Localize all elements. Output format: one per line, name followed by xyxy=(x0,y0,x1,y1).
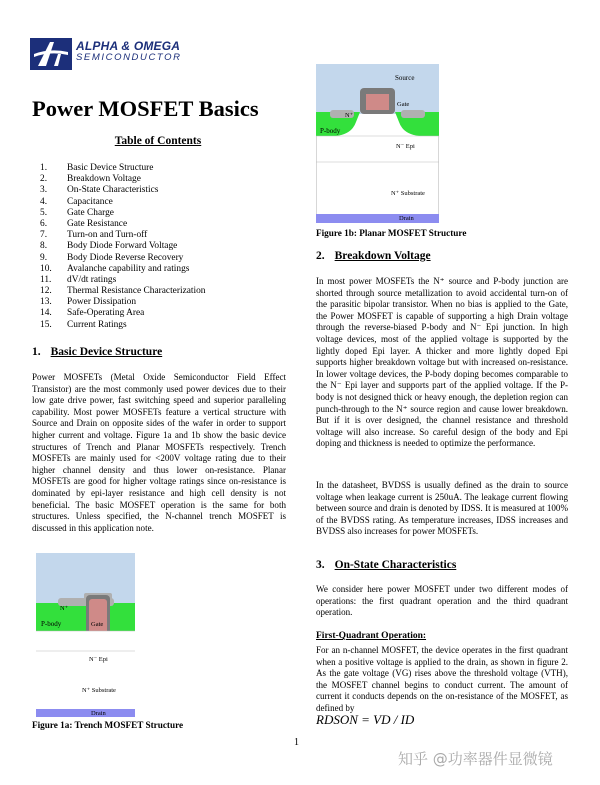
fig1b-label-drain: Drain xyxy=(399,215,414,222)
toc-item-label: dV/dt ratings xyxy=(67,274,117,285)
toc-item xyxy=(40,197,290,208)
section-3-title: On-State Characteristics xyxy=(334,559,457,571)
page-number: 1 xyxy=(294,737,299,748)
toc-item-label: Gate Charge xyxy=(67,207,114,218)
toc-item xyxy=(40,286,290,297)
figure-1a-caption: Figure 1a: Trench MOSFET Structure xyxy=(32,720,184,730)
section-3-subheading: First-Quadrant Operation: xyxy=(316,631,427,641)
toc-item xyxy=(40,185,290,196)
toc-item-number: 9. xyxy=(40,252,48,263)
section-1-number: 1. xyxy=(32,346,41,358)
section-2-number: 2. xyxy=(316,250,325,262)
toc-item-label: Thermal Resistance Characterization xyxy=(67,286,206,297)
rdson-formula-text: RDSON = VD / ID xyxy=(316,712,415,727)
toc-item xyxy=(40,297,290,308)
fig1a-label-epi: N⁻ Epi xyxy=(89,656,108,663)
fig1a-label-nplus: N⁺ xyxy=(60,605,69,612)
toc-item xyxy=(40,163,290,174)
toc-item xyxy=(40,275,290,286)
toc-item-label: Power Dissipation xyxy=(67,297,137,308)
watermark: 知乎 @功率器件显微镜 xyxy=(398,750,553,768)
toc-heading: Table of Contents xyxy=(114,135,202,147)
fig1b-label-nplus: N⁺ xyxy=(345,112,354,119)
toc-item-label: Turn-on and Turn-off xyxy=(67,230,148,241)
fig1b-label-pbody: P-body xyxy=(320,127,341,135)
fig1b-label-gate: Gate xyxy=(397,101,410,108)
figure-1a xyxy=(36,553,135,717)
toc-item-number: 10. xyxy=(40,263,52,274)
toc-item-label: Capacitance xyxy=(67,196,113,207)
toc-item-number: 1. xyxy=(40,163,48,173)
fig1a-label-gate: Gate xyxy=(91,621,104,628)
toc-item xyxy=(40,174,290,185)
toc-item xyxy=(40,241,290,252)
toc-item xyxy=(40,219,290,230)
toc-list xyxy=(40,163,290,331)
toc-item-number: 7. xyxy=(40,230,48,241)
fig1a-label-drain: Drain xyxy=(91,710,106,717)
toc-item xyxy=(40,208,290,219)
section-3-paragraph-1: We consider here power MOSFET under two different modes of operations: the first quadrant operation and the third quadrant operation. xyxy=(316,584,568,618)
section-2-paragraph-1: In most power MOSFETs the N⁺ source and P-body junction are shorted through source metallization to avoid accidental turn-on of the parasitic bipolar transistor. When no bias is applied to the Gate, the Power MOSFET is capable of supporting a high Drain voltage through the reverse-biased P-body and N⁻ Epi junction. In high voltage devices, most of the applied voltage is supported by the lightly doped Epi layer. A thicker and more lightly doped Epi supports higher breakdown voltage but with increased on-resistance. In lower voltage devices, the P-body doping becomes comparable to the N⁻ Epi layer and supports part of the applied voltage. If the P-body is not designed thick or heavy enough, the depletion region can punch-through to the N⁺ source region and cause lower breakdown. But if it is over designed, the channel resistance and threshold voltage will also increase. So careful design of the body and Epi doping and thickness is needed to optimize the performance. xyxy=(316,276,568,449)
fig1a-label-pbody: P-body xyxy=(41,620,62,628)
toc-item-label: Breakdown Voltage xyxy=(67,174,141,185)
toc-item-number: 2. xyxy=(40,174,48,185)
logo-line-2: SEMICONDUCTOR xyxy=(76,52,182,63)
logo-line-1: ALPHA & OMEGA xyxy=(76,39,181,53)
toc-item xyxy=(40,264,290,275)
toc-item-label: Gate Resistance xyxy=(67,218,128,229)
section-3-number: 3. xyxy=(316,559,325,571)
planar-mosfet-diagram xyxy=(316,64,439,223)
toc-item xyxy=(40,253,290,264)
page-title: Power MOSFET Basics xyxy=(32,96,259,121)
toc-item-label: Avalanche capability and ratings xyxy=(67,263,190,274)
toc-item xyxy=(40,320,290,331)
section-3-paragraph-2: For an n-channel MOSFET, the device operates in the first quadrant when a positive voltage is applied to the drain, as shown in figure 2. As the gate voltage (VG) rises above the threshold voltage (VTH), the MOSFET channel begins to conduct current. The amount of current it conducts depends on the on-resistance of the MOSFET, as defined by xyxy=(316,645,568,713)
toc-item-number: 11. xyxy=(40,274,52,285)
section-2-title: Breakdown Voltage xyxy=(334,250,431,262)
section-1-text: Power MOSFETs (Metal Oxide Semiconductor Field Effect Transistor) are the most commonly used power devices due to their low gate drive power, fast switching speed and superior paralleling capability. Most power MOSFETs feature a vertical structure with Source and Drain on opposite sides of the wafer in order to support higher current and voltage. Figure 1a and 1b show the basic device structures of Trench and Planar MOSFETs respectively. Trench MOSFETs are mainly used for <200V voltage rating due to their higher channel density and thus lower on-resistance. Planar MOSFETs are good for higher voltage ratings since on-resistance is dominated by epi-layer resistance and high cell density is not beneficial. The basic MOSFET operation is the same for both structures. Unless specified, the N-channel trench MOSFET is discussed in this application note. xyxy=(32,372,286,533)
rdson-formula xyxy=(316,712,414,728)
fig1b-label-substrate: N⁺ Substrate xyxy=(391,190,425,197)
logo-mark xyxy=(30,38,72,70)
toc-item-number: 4. xyxy=(40,196,48,207)
section-3-heading xyxy=(316,559,456,571)
toc-item-label: Body Diode Forward Voltage xyxy=(67,241,178,252)
toc-item-label: On-State Characteristics xyxy=(67,185,159,196)
toc-item-number: 13. xyxy=(40,297,52,308)
figure-1b-caption: Figure 1b: Planar MOSFET Structure xyxy=(316,228,467,238)
toc-item-number: 5. xyxy=(40,207,48,218)
section-2-heading xyxy=(316,250,431,262)
toc-item-label: Body Diode Reverse Recovery xyxy=(67,252,184,263)
section-2-paragraph-2: In the datasheet, BVDSS is usually defined as the drain to source voltage when leakage current is 250uA. The leakage current flowing between source and drain is denoted by IDSS. It is measured at 100% of the BVDSS rating. As temperature increases, IDSS increases and BVDSS also increases for power MOSFETs. xyxy=(316,480,568,537)
toc-item-label: Current Ratings xyxy=(67,319,127,330)
section-1-title: Basic Device Structure xyxy=(50,346,163,358)
fig1a-label-substrate: N⁺ Substrate xyxy=(82,687,116,694)
toc-item-number: 6. xyxy=(40,218,48,229)
alpha-omega-logo-icon xyxy=(30,38,72,70)
toc-item-label: Basic Device Structure xyxy=(67,163,154,173)
toc-item-number: 15. xyxy=(40,319,52,330)
toc-item xyxy=(40,308,290,319)
section-1-heading xyxy=(32,346,162,358)
fig1b-label-source: Source xyxy=(395,74,415,82)
toc-item-number: 3. xyxy=(40,185,48,196)
toc-item xyxy=(40,230,290,241)
fig1b-label-epi: N⁻ Epi xyxy=(396,143,415,150)
toc-item-number: 14. xyxy=(40,308,52,319)
trench-mosfet-diagram xyxy=(36,553,135,717)
toc-item-label: Safe-Operating Area xyxy=(67,308,145,319)
toc-item-number: 12. xyxy=(40,286,52,297)
toc-item-number: 8. xyxy=(40,241,48,252)
figure-1b xyxy=(316,64,439,223)
